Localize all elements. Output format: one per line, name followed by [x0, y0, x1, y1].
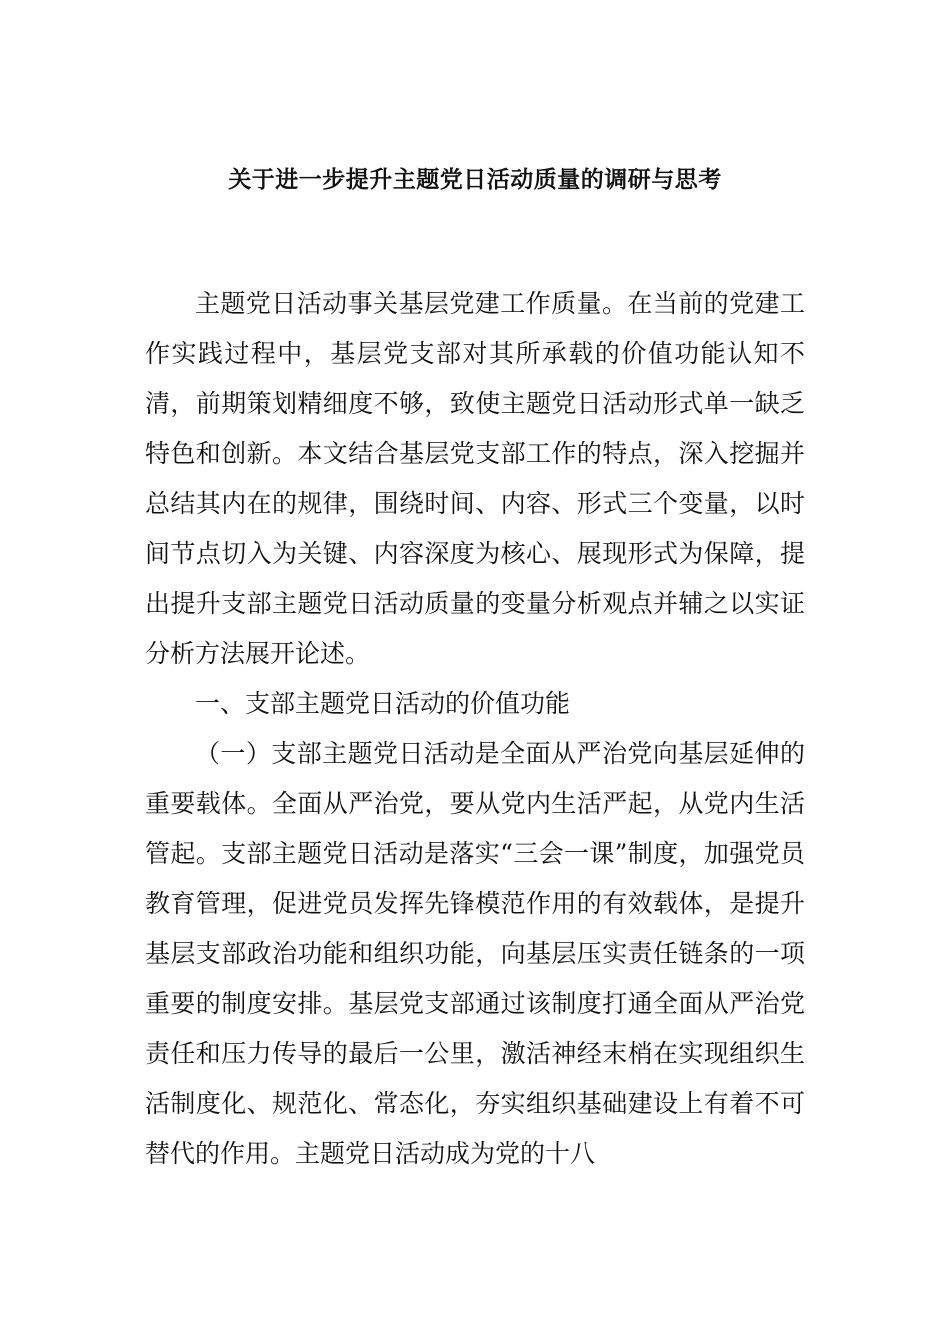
document-body	[145, 279, 805, 1179]
section-heading: 一、支部主题党日活动的价值功能	[195, 689, 571, 718]
document-title: 关于进一步提升主题党日活动质量的调研与思考	[228, 167, 722, 193]
subsection-paragraph: （一）支部主题党日活动是全面从严治党向基层延伸的重要载体。全面从严治党，要从党内生活严起，从党内生活管起。支部主题党日活动是落实“三会一课”制度，加强党员教育管理，促进党员发挥先锋模范作用的有效载体，是提升基层支部政治功能和组织功能，向基层压实责任链条的一项重要的制度安排。基层党支部通过该制度打通全面从严治党责任和压力传导的最后一公里，激活神经末梢在实现组织生活制度化、规范化、常态化，夯实组织基础建设上有着不可替代的作用。主题党日活动成为党的十八	[145, 739, 805, 1168]
intro-paragraph: 主题党日活动事关基层党建工作质量。在当前的党建工作实践过程中，基层党支部对其所承载的价值功能认知不清，前期策划精细度不够，致使主题党日活动形式单一缺乏特色和创新。本文结合基层党支部工作的特点，深入挖掘并总结其内在的规律，围绕时间、内容、形式三个变量，以时间节点切入为关键、内容深度为核心、展现形式为保障，提出提升支部主题党日活动质量的变量分析观点并辅之以实证分析方法展开论述。	[145, 289, 805, 668]
